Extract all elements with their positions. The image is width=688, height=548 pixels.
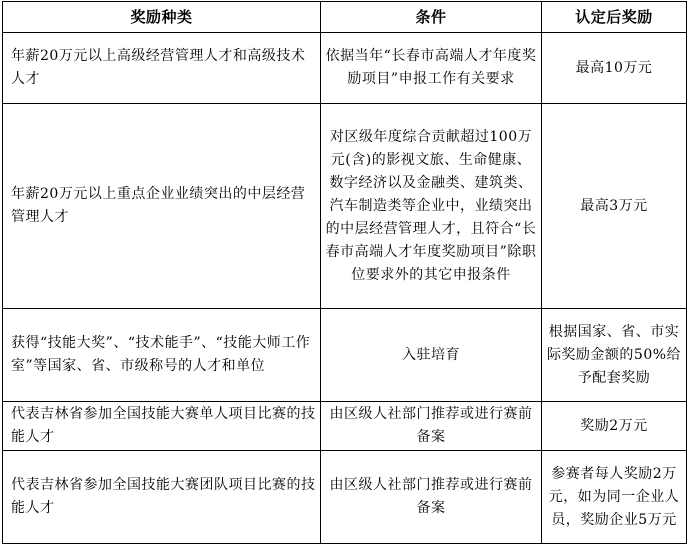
header-category: 奖励种类 [3,2,321,33]
category-cell: 年薪20万元以上重点企业业绩突出的中层经营管理人才 [3,104,321,309]
condition-cell: 对区级年度综合贡献超过100万元(含)的影视文旅、生命健康、数字经济以及金融类、建筑类、汽车制造类等企业中，业绩突出的中层经营管理人才，且符合“长春市高端人才年度奖励项目”除职位要求外的其它申报条件 [321,104,542,309]
table-row [3,104,687,309]
category-cell: 获得“技能大奖”、“技术能手”、“技能大师工作室”等国家、省、市级称号的人才和单位 [3,309,321,402]
reward-table [2,1,687,544]
condition-cell: 入驻培育 [321,309,542,402]
condition-cell: 依据当年“长春市高端人才年度奖励项目”申报工作有关要求 [321,33,542,104]
condition-cell: 由区级人社部门推荐或进行赛前备案 [321,451,542,544]
reward-cell: 参赛者每人奖励2万元，如为同一企业人员，奖励企业5万元 [542,451,687,544]
category-cell: 代表吉林省参加全国技能大赛单人项目比赛的技能人才 [3,402,321,451]
table-row [3,451,687,544]
reward-cell: 根据国家、省、市实际奖励金额的50%给予配套奖励 [542,309,687,402]
category-cell: 代表吉林省参加全国技能大赛团队项目比赛的技能人才 [3,451,321,544]
reward-cell: 最高10万元 [542,33,687,104]
table-row [3,402,687,451]
header-row [3,2,687,33]
header-reward: 认定后奖励 [542,2,687,33]
condition-cell: 由区级人社部门推荐或进行赛前备案 [321,402,542,451]
header-condition: 条件 [321,2,542,33]
reward-cell: 最高3万元 [542,104,687,309]
table-row [3,33,687,104]
category-cell: 年薪20万元以上高级经营管理人才和高级技术人才 [3,33,321,104]
reward-cell: 奖励2万元 [542,402,687,451]
table-row [3,309,687,402]
